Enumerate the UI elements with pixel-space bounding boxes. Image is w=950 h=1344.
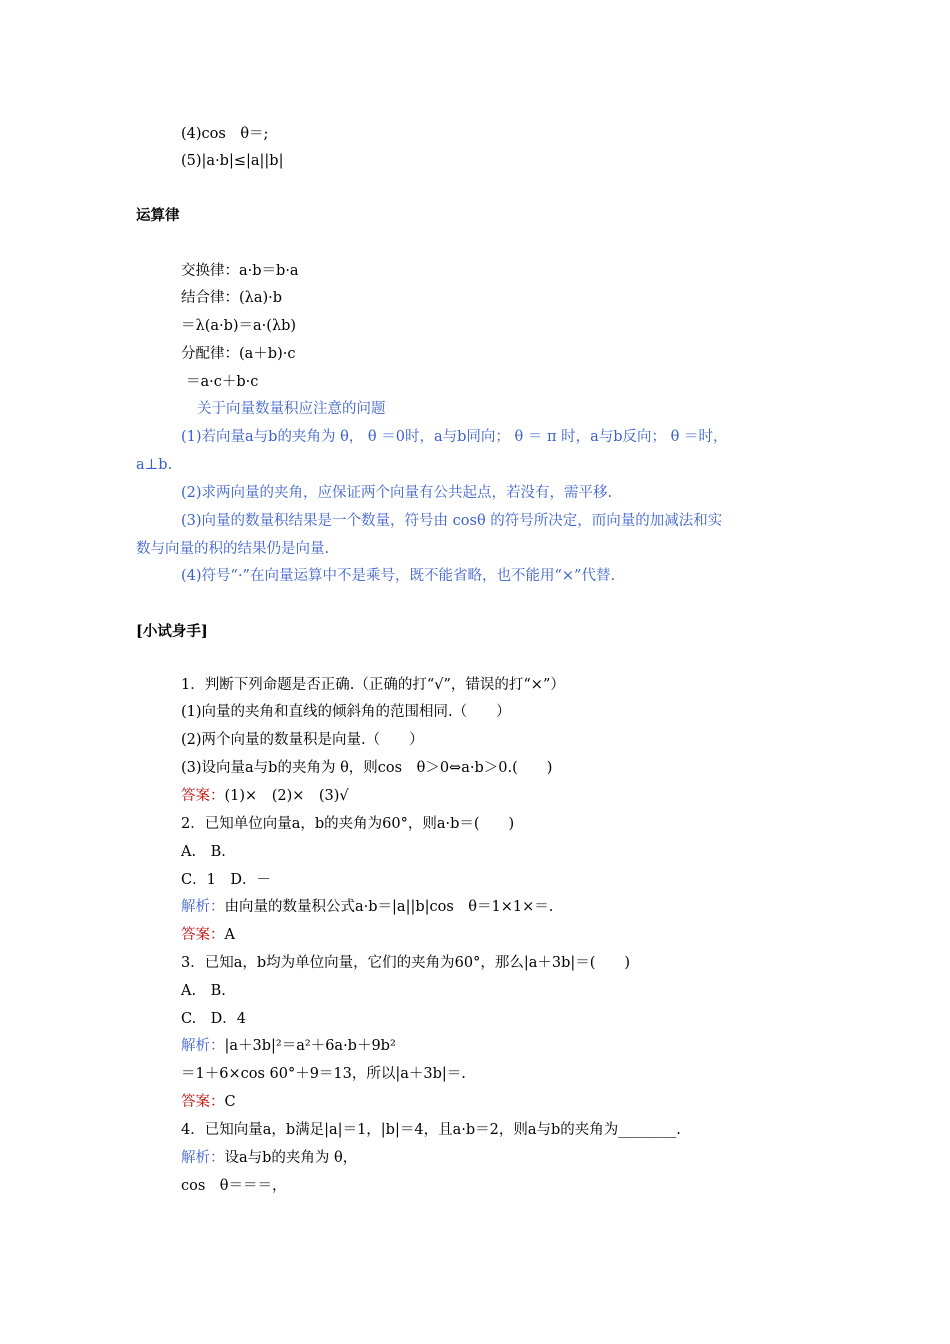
- solution-label: 解析：: [181, 1150, 225, 1166]
- question-1-item-2: (2)两个向量的数量积是向量.（ ）: [181, 732, 424, 748]
- note-3-cont: 数与向量的积的结果仍是向量.: [136, 541, 330, 557]
- answer-label: 答案：: [181, 788, 225, 804]
- note-2: (2)求两向量的夹角，应保证两个向量有公共起点，若没有，需平移.: [181, 485, 613, 501]
- solution-label: 解析：: [181, 899, 225, 915]
- answer-3: [181, 1092, 236, 1112]
- property-4: (4)cos θ＝;: [181, 126, 269, 142]
- answer-2: [181, 925, 235, 945]
- question-3-options-ab: A. B.: [181, 983, 226, 999]
- property-5: (5)|a·b|≤|a||b|: [181, 153, 284, 169]
- section-heading-laws: 运算律: [136, 207, 180, 224]
- question-3: 3．已知a，b均为单位向量，它们的夹角为60°，那么|a＋3b|＝( ): [181, 955, 631, 971]
- question-2-options-ab: A. B.: [181, 844, 226, 860]
- solution-3-cont: ＝1＋6×cos 60°＋9＝13，所以|a＋3b|＝.: [181, 1066, 466, 1082]
- solution-text: 由向量的数量积公式a·b＝|a||b|cos θ＝1×1×＝.: [224, 899, 554, 915]
- question-1: 1．判断下列命题是否正确.（正确的打“√”，错误的打“×”）: [181, 677, 565, 693]
- question-1-item-1: (1)向量的夹角和直线的倾斜角的范围相同.（ ）: [181, 704, 511, 720]
- question-2: 2．已知单位向量a，b的夹角为60°，则a·b＝( ): [181, 816, 515, 832]
- answer-text: A: [224, 927, 235, 943]
- solution-text: 设a与b的夹角为 θ，: [224, 1150, 358, 1166]
- note-3: (3)向量的数量积结果是一个数量，符号由 cosθ 的符号所决定，而向量的加减法和实: [181, 513, 723, 529]
- section-heading-practice: [小试身手]: [136, 623, 208, 640]
- solution-4-cont: cos θ＝＝＝，: [181, 1178, 287, 1194]
- question-1-item-3: (3)设向量a与b的夹角为 θ，则cos θ＞0⇔a·b＞0.( ): [181, 760, 553, 776]
- note-1-cont: a⊥b.: [136, 457, 173, 473]
- answer-1: [181, 786, 349, 806]
- answer-text: (1)× (2)× (3)√: [224, 788, 349, 804]
- answer-label: 答案：: [181, 1094, 225, 1110]
- solution-text: |a＋3b|²＝a²＋6a·b＋9b²: [224, 1038, 396, 1054]
- notes-title: 关于向量数量积应注意的问题: [197, 401, 386, 417]
- law-distributive-cont: ＝a·c＋b·c: [186, 374, 259, 390]
- question-3-options-cd: C. D．4: [181, 1011, 247, 1027]
- solution-label: 解析：: [181, 1038, 225, 1054]
- note-4: (4)符号“·”在向量运算中不是乘号，既不能省略，也不能用“×”代替.: [181, 568, 616, 584]
- law-associative: 结合律：(λa)·b: [181, 290, 283, 306]
- solution-4: [181, 1148, 357, 1168]
- solution-2: [181, 897, 553, 917]
- answer-text: C: [224, 1094, 236, 1110]
- law-associative-cont: ＝λ(a·b)＝a·(λb): [181, 318, 297, 334]
- law-commutative: 交换律：a·b＝b·a: [181, 263, 299, 279]
- solution-3: [181, 1036, 396, 1056]
- answer-label: 答案：: [181, 927, 225, 943]
- question-4: 4．已知向量a，b满足|a|＝1，|b|＝4，且a·b＝2，则a与b的夹角为________.: [181, 1122, 681, 1138]
- law-distributive: 分配律：(a＋b)·c: [181, 346, 296, 362]
- question-2-options-cd: C．1 D．－: [181, 872, 271, 888]
- note-1: (1)若向量a与b的夹角为 θ， θ ＝0时，a与b同向； θ ＝ π 时，a与b反向； θ ＝时，: [181, 429, 728, 445]
